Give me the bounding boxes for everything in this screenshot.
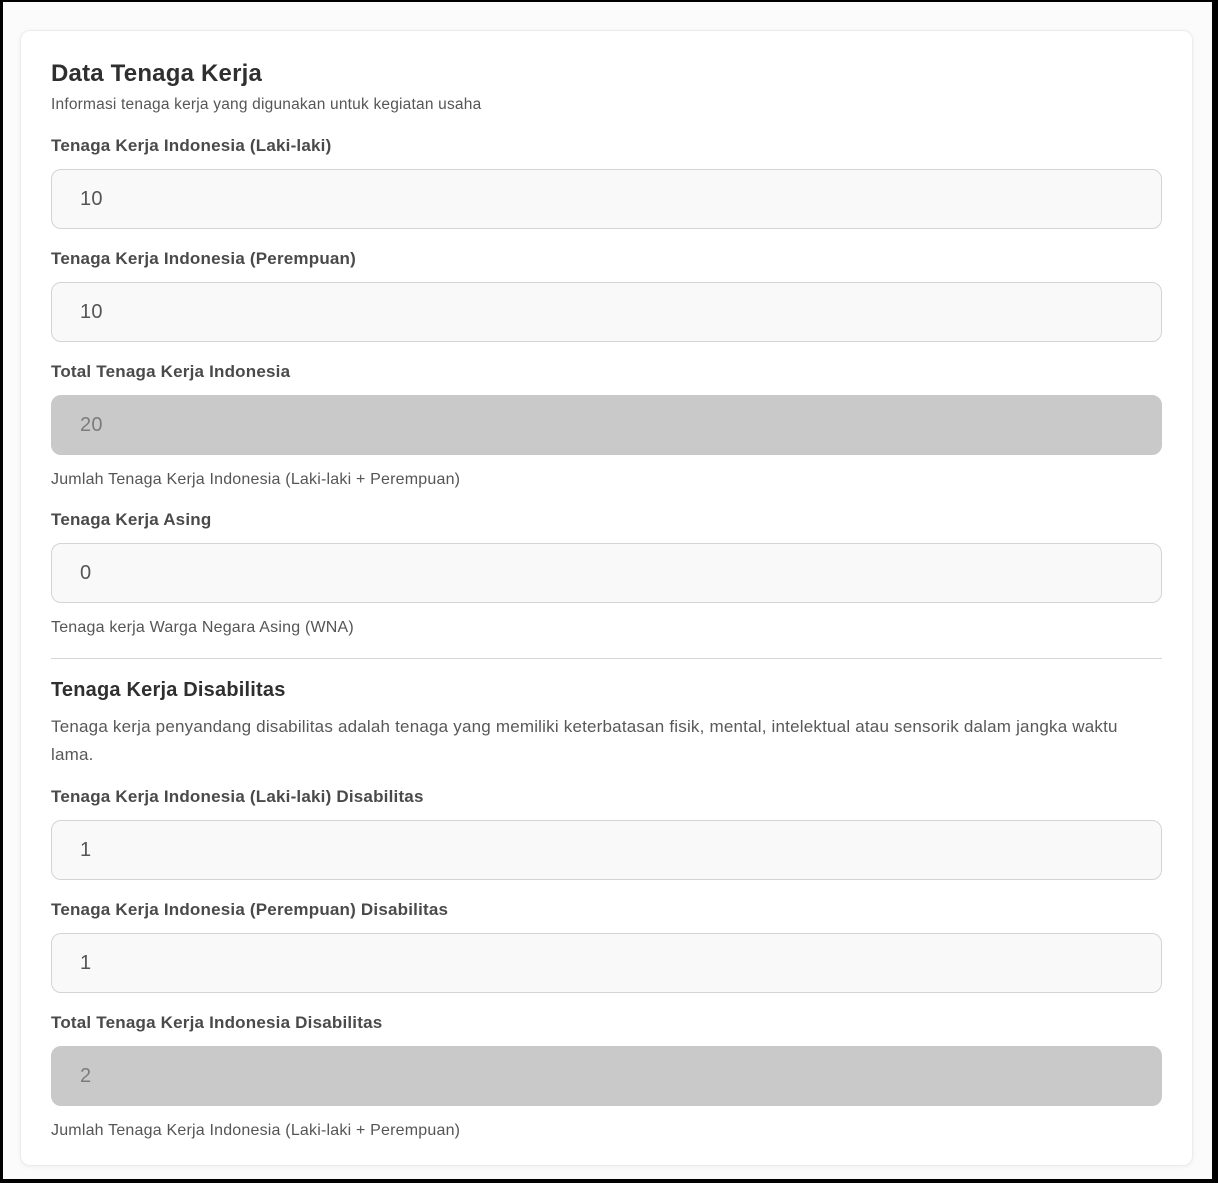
field-tenaga-kerja-perempuan	[51, 249, 1162, 342]
tenaga-kerja-laki-laki-input[interactable]	[51, 169, 1162, 229]
field-label: Tenaga Kerja Asing	[51, 510, 212, 529]
field-label: Tenaga Kerja Indonesia (Perempuan)	[51, 249, 357, 268]
field-total-disabilitas	[51, 1013, 1162, 1141]
field-tenaga-kerja-laki-laki	[51, 136, 1162, 229]
tenaga-kerja-asing-input[interactable]	[51, 543, 1162, 603]
field-disabilitas-laki-laki	[51, 787, 1162, 880]
field-label: Tenaga Kerja Indonesia (Laki-laki) Disabilitas	[51, 787, 424, 806]
disability-section-description: Tenaga kerja penyandang disabilitas adalah tenaga yang memiliki keterbatasan fisik, mental, intelektual atau sensorik dalam jangka waktu lama.	[51, 717, 1118, 764]
disability-section-title: Tenaga Kerja Disabilitas	[51, 679, 286, 701]
workforce-data-card	[20, 30, 1193, 1166]
field-helper-text: Jumlah Tenaga Kerja Indonesia (Laki-laki + Perempuan)	[51, 471, 461, 488]
field-tenaga-kerja-asing	[51, 510, 1162, 638]
field-label: Total Tenaga Kerja Indonesia Disabilitas	[51, 1013, 383, 1032]
tenaga-kerja-perempuan-input[interactable]	[51, 282, 1162, 342]
field-label: Total Tenaga Kerja Indonesia	[51, 362, 291, 381]
page-subtitle: Informasi tenaga kerja yang digunakan untuk kegiatan usaha	[51, 96, 482, 113]
page-title: Data Tenaga Kerja	[51, 60, 263, 87]
field-helper-text: Jumlah Tenaga Kerja Indonesia (Laki-laki + Perempuan)	[51, 1122, 461, 1139]
field-total-tenaga-kerja	[51, 362, 1162, 490]
disabilitas-perempuan-input[interactable]	[51, 933, 1162, 993]
field-label: Tenaga Kerja Indonesia (Laki-laki)	[51, 136, 332, 155]
disabilitas-laki-laki-input[interactable]	[51, 820, 1162, 880]
field-disabilitas-perempuan	[51, 900, 1162, 993]
field-label: Tenaga Kerja Indonesia (Perempuan) Disabilitas	[51, 900, 449, 919]
total-disabilitas-input	[51, 1046, 1162, 1106]
total-tenaga-kerja-input	[51, 395, 1162, 455]
section-divider	[51, 658, 1162, 659]
field-helper-text: Tenaga kerja Warga Negara Asing (WNA)	[51, 619, 354, 636]
